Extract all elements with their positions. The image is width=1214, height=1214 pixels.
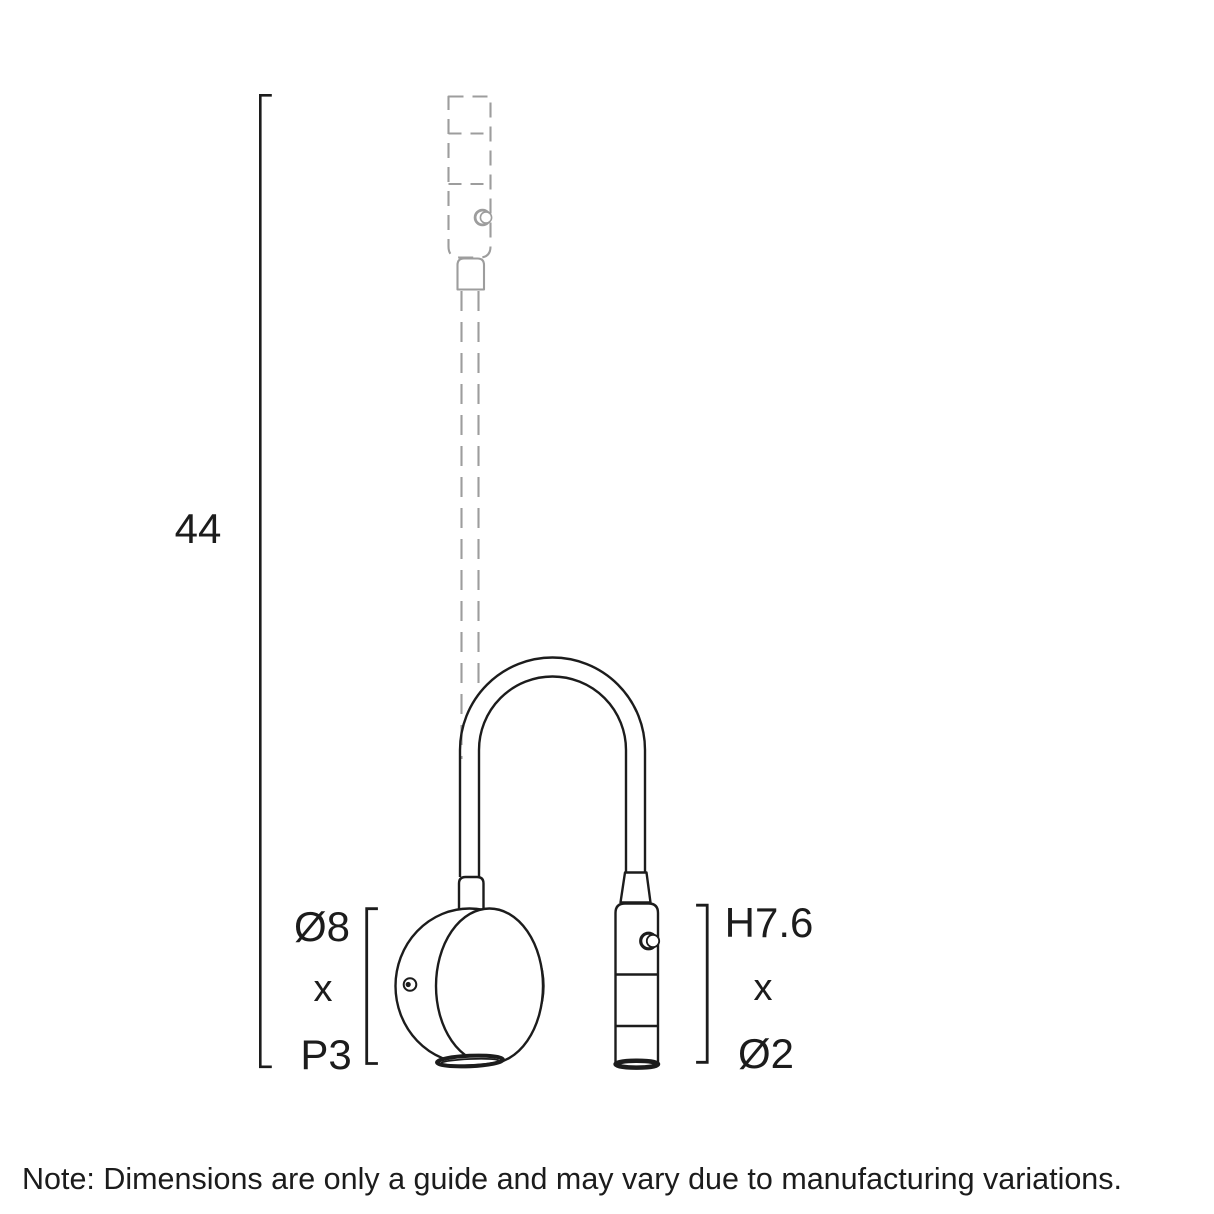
phantom-head-outline [449,97,491,258]
head-diameter-label: Ø2 [737,1030,795,1077]
head-height-label: H7.6 [724,899,814,946]
gooseneck-arch-inner [479,677,626,878]
overall-height-label: 44 [174,505,222,552]
head-bottom-lens [616,1061,658,1068]
head-switch-knob-face [647,935,659,947]
base-bottom-lens [437,1054,503,1067]
base-stem-collar [459,877,484,909]
base-screw-slot [406,982,411,987]
head-body-outline [616,904,659,1066]
note-text: Note: Dimensions are only a guide and may vary due to manufacturing variations. [22,1161,1122,1196]
overall-height-dimension [175,95,271,1067]
head-by-label: x [753,967,773,1009]
base-projection-label: P3 [300,1031,352,1078]
base-canister-front-face [436,909,543,1064]
phantom-neck-collar [458,259,485,290]
base-size-dimension [294,903,377,1078]
phantom-switch-knob-face [480,212,491,223]
base-diameter-label: Ø8 [293,903,351,950]
gooseneck-arch-outer [460,658,645,877]
base-dimension-bracket [367,909,377,1064]
fixture-solid-position [396,658,660,1068]
head-size-dimension [698,899,814,1077]
head-neck-collar [621,873,651,903]
base-by-label: x [313,968,333,1010]
phantom-straight-position [449,97,492,760]
head-dimension-bracket [698,905,708,1062]
overall-height-extent-line [260,95,270,1067]
